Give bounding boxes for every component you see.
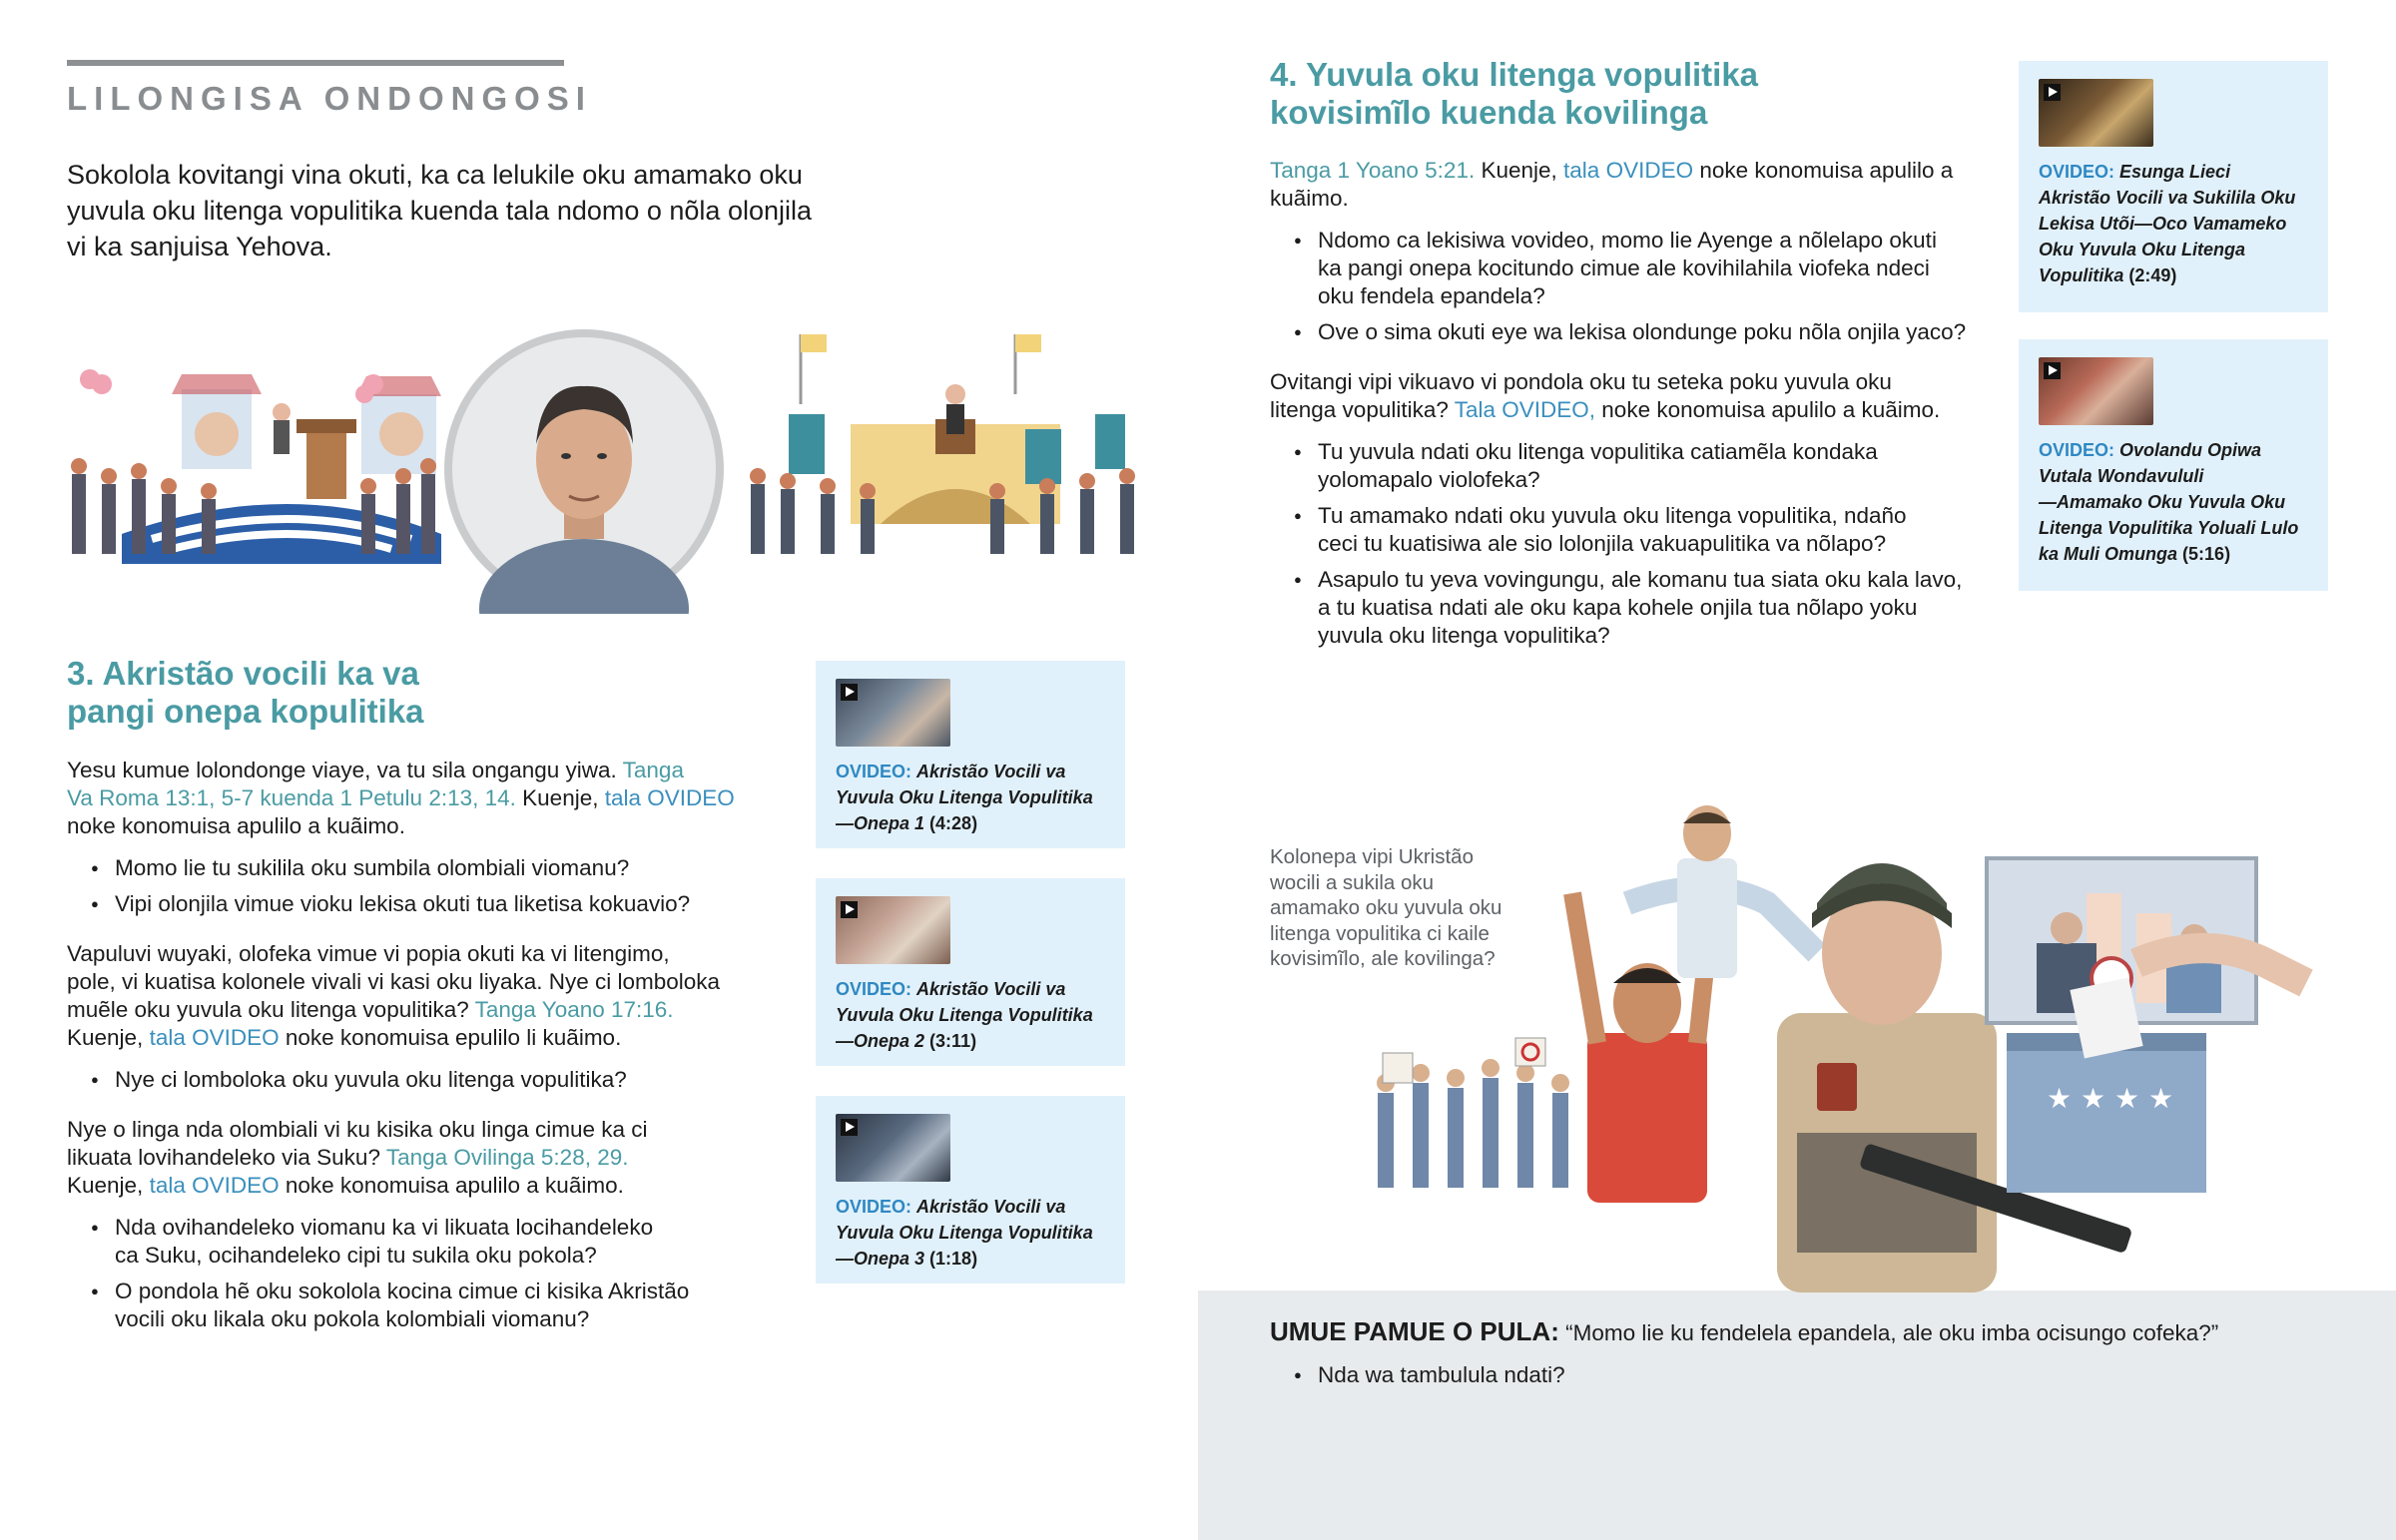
svg-text:★ ★ ★ ★: ★ ★ ★ ★ (2047, 1082, 2174, 1115)
discussion-answers (1270, 1361, 2348, 1389)
section4-questions-2 (1270, 438, 1989, 650)
section4-title-line2: kovisimĩlo kuenda kovilinga (1270, 94, 1708, 131)
watch-video-link[interactable]: tala OVIDEO (149, 1173, 280, 1198)
illustration-caption: Kolonepa vipi Ukristão wocili a sukila oku amamako oku yuvula oku litenga vopulitika ci kaile kovisimĩlo, ale kovilinga? (1270, 845, 1502, 970)
play-icon (841, 901, 858, 918)
neutrality-illustration (1348, 754, 2326, 1292)
scripture-ref-link[interactable]: Va Roma 13:1, 5-7 kuenda 1 Petulu 2:13, 14. (67, 785, 516, 810)
discussion-question (1270, 1317, 2348, 1347)
portrait-medallion (444, 329, 724, 614)
video-thumbnail[interactable] (2039, 79, 2153, 147)
video-thumbnail[interactable] (2039, 357, 2153, 425)
video-thumbnail[interactable] (836, 679, 950, 747)
video-card[interactable] (816, 661, 1125, 848)
list-item: ● Nda wa tambulula ndati? (1270, 1361, 2348, 1389)
section4-questions-1 (1270, 227, 1989, 346)
list-item: ● Nda ovihandeleko viomanu ka vi likuata locihandeleko ca Suku, ocihandeleko cipi tu sukila oku pokola? (67, 1214, 766, 1270)
list-item: ● Nye ci lomboloka oku yuvula oku litenga vopulitika? (67, 1066, 766, 1094)
section3-questions-2 (67, 1066, 766, 1094)
video-caption: OVIDEO: Akristão Vocili va Yuvula Oku Litenga Vopulitika —Onepa 1 (4:28) (836, 762, 1093, 833)
video-card[interactable] (816, 878, 1125, 1066)
discussion-quote: “Momo lie ku fendelela epandela, ale oku imba ocisungo cofeka?” (1565, 1320, 2219, 1345)
scripture-ref-link[interactable]: Tanga Ovilinga 5:28, 29. (385, 1145, 629, 1170)
section3-para1: Yesu kumue lolondonge viaye, va tu sila ongangu yiwa. Tanga Va Roma 13:1, 5-7 kuenda 1 Petulu 2:13, 14. Kuenje, tala OVIDEO noke konomuisa apulilo a kuãimo. (67, 758, 735, 838)
section3-para2: Vapuluvi wuyaki, olofeka vimue vi popia okuti ka vi litengimo, pole, vi kuatisa kolonele vivali vi kasi oku liyaka. Nye ci lomboloka muẽle oku yuvula oku litenga vopulitika? Tanga Yoano 17:16. Kuenje, tala OVIDEO noke konomuisa epulilo li kuãimo. (67, 941, 721, 1050)
video-thumbnail[interactable] (836, 1114, 950, 1182)
list-item: ● Ove o sima okuti eye wa lekisa olondunge poku nõla onjila yaco? (1270, 318, 1989, 346)
video-caption: OVIDEO: Esunga Lieci Akristão Vocili va Sukilila Oku Lekisa Utõi—Oco Vamameko Oku Yuvula Oku Litenga Vopulitika (2:49) (2039, 162, 2296, 285)
video-card[interactable] (816, 1096, 1125, 1283)
watch-video-link[interactable]: Tala OVIDEO, (1454, 397, 1596, 422)
video-caption: OVIDEO: Ovolandu Opiwa Vutala Wondavululi —Amamako Oku Yuvula Oku Litenga Vopulitika Yoluali Lulo ka Muli Omunga (5:16) (2039, 440, 2299, 564)
section3-title-line1: 3. Akristão vocili ka va (67, 655, 419, 692)
video-card[interactable] (2019, 339, 2328, 591)
scripture-ref-link[interactable]: Tanga Yoano 17:16. (474, 997, 674, 1022)
scripture-ref-link[interactable]: Tanga 1 Yoano 5:21. (1270, 158, 1476, 183)
video-thumbnail[interactable] (836, 896, 950, 964)
discussion-label: UMUE PAMUE O PULA: (1270, 1316, 1559, 1346)
section3-title (67, 655, 566, 731)
list-item: ● Tu amamako ndati oku yuvula oku litenga vopulitika, ndaño ceci tu kuatisiwa ale sio lolonjila vakuapulitika va nõlapo? (1270, 502, 1989, 558)
list-item: ● Momo lie tu sukilila oku sumbila olombiali viomanu? (67, 854, 766, 882)
right-rally-scene (750, 334, 1135, 554)
scripture-ref-link[interactable]: Tanga (622, 758, 684, 782)
watch-video-link[interactable]: tala OVIDEO (604, 785, 735, 810)
watch-video-link[interactable]: tala OVIDEO (1563, 158, 1694, 183)
video-caption: OVIDEO: Akristão Vocili va Yuvula Oku Litenga Vopulitika —Onepa 3 (1:18) (836, 1197, 1093, 1269)
play-icon (841, 1119, 858, 1136)
section4-title (1270, 56, 1969, 132)
list-item: ● Asapulo tu yeva vovingungu, ale komanu tua siata oku kala lavo, a tu kuatisa ndati ale oku kapa kohele onjila tua nõlapo yoku yuvula oku litenga vopulitika? (1270, 566, 1989, 650)
play-icon (2044, 362, 2061, 379)
saluting-boy (1677, 805, 1737, 978)
play-icon (2044, 84, 2061, 101)
section4-para2: Ovitangi vipi vikuavo vi pondola oku tu seteka poku yuvula oku litenga vopulitika? Tala OVIDEO, noke konomuisa apulilo a kuãimo. (1270, 369, 1941, 422)
video-card[interactable] (2019, 61, 2328, 312)
discussion-content (1270, 1317, 2348, 1397)
section4-body (1270, 157, 1989, 658)
protest-group (1377, 1038, 1569, 1188)
list-item: ● Vipi olonjila vimue vioku lekisa okuti tua liketisa kokuavio? (67, 890, 766, 918)
section3-questions-1 (67, 854, 766, 918)
video-caption: OVIDEO: Akristão Vocili va Yuvula Oku Litenga Vopulitika —Onepa 2 (3:11) (836, 979, 1093, 1051)
play-icon (841, 684, 858, 701)
lesson-heading: LILONGISA ONDONGOSI (67, 80, 592, 117)
rally-illustration (62, 324, 1160, 614)
list-item: ● O pondola hẽ oku sokolola kocina cimue ci kisika Akristão vocili oku likala oku pokola kolombiali viomanu? (67, 1278, 766, 1333)
section4-para1: Tanga 1 Yoano 5:21. Kuenje, tala OVIDEO noke konomuisa apulilo a kuãimo. (1270, 158, 1954, 211)
list-item: ● Tu yuvula ndati oku litenga vopulitika catiamẽla kondaka yolomapalo violofeka? (1270, 438, 1989, 494)
section3-para3: Nye o linga nda olombiali vi ku kisika oku linga cimue ka ci likuata lovihandeleko via Suku? Tanga Ovilinga 5:28, 29. Kuenje, tala OVIDEO noke konomuisa apulilo a kuãimo. (67, 1117, 648, 1198)
watch-video-link[interactable]: tala OVIDEO (149, 1025, 280, 1050)
heading-rule (67, 60, 564, 66)
left-rally-scene (71, 369, 441, 564)
section3-questions-3 (67, 1214, 766, 1333)
section4-title-line1: 4. Yuvula oku litenga vopulitika (1270, 56, 1759, 93)
lesson-intro: Sokolola kovitangi vina okuti, ka ca lelukile oku amamako oku yuvula oku litenga vopulitika kuenda tala ndomo o nõla olonjila vi ka sanjuisa Yehova. (67, 160, 813, 261)
list-item: ● Ndomo ca lekisiwa vovideo, momo lie Ayenge a nõlelapo okuti ka pangi onepa kocitundo cimue ale kovihilahila viofeka ndeci oku fendela epandela? (1270, 227, 1989, 310)
section3-title-line2: pangi onepa kopulitika (67, 693, 424, 730)
section3-body (67, 757, 766, 1341)
